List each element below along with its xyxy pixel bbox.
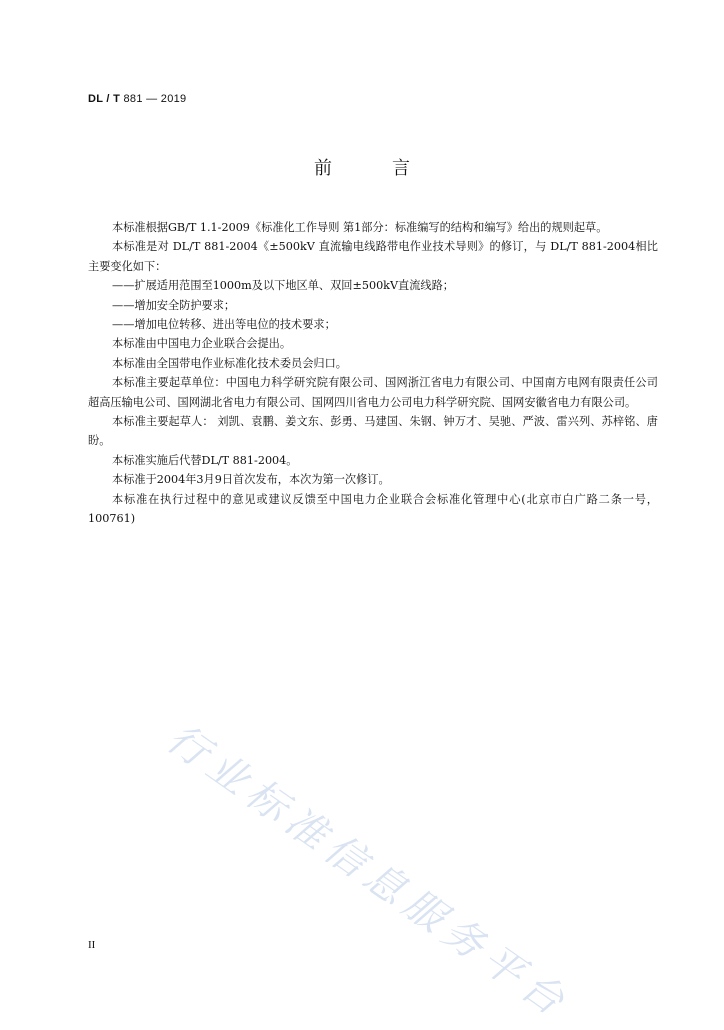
change-item-potential: ——增加电位转移、进出等电位的技术要求； (112, 318, 336, 332)
paragraph-drafting-units: 本标准主要起草单位：中国电力科学研究院有限公司、国网浙江省电力有限公司、中国南方电网有限责任公司超高压输电公司、国网湖北省电力有限公司、国网四川省电力公司电力科学研究院、国网安徽省电力有限公司。 (88, 376, 658, 409)
paragraph-drafters: 本标准主要起草人： 刘凯、袁鹏、姜文东、彭勇、马建国、朱钢、钟万才、吴驰、严波、雷兴列、苏梓铭、唐盼。 (88, 415, 658, 448)
paragraph-centralized-by: 本标准由全国带电作业标准化技术委员会归口。 (112, 356, 347, 370)
paragraph-drafting-rules: 本标准根据GB/T 1.1-2009《标准化工作导则 第1部分：标准编写的结构和编写》给出的规则起草。 (112, 221, 608, 234)
page-title (0, 154, 724, 180)
document-code (88, 93, 186, 105)
document-code-number: 881 — 2019 (120, 93, 187, 105)
paragraph-history: 本标准于2004年3月9日首次发布，本次为第一次修订。 (112, 473, 390, 487)
change-item-scope: ——扩展适用范围至1000m及以下地区单、双回±500kV直流线路； (112, 279, 454, 293)
paragraph-feedback: 本标准在执行过程中的意见或建议反馈至中国电力企业联合会标准化管理中心(北京市白广路二条一号，100761) (88, 492, 658, 526)
paragraph-proposed-by: 本标准由中国电力企业联合会提出。 (112, 337, 292, 351)
page-title-part2: 言 (392, 158, 410, 179)
page-title-part1: 前 (314, 158, 332, 179)
paragraph-revision: 本标准是对 DL/T 881-2004《±500kV 直流输电线路带电作业技术导则》的修订，与 DL/T 881-2004相比主要变化如下： (88, 240, 658, 273)
change-item-safety: ——增加安全防护要求； (112, 298, 236, 312)
document-code-prefix: DL / T (88, 93, 121, 105)
watermark: 行业标准信息服务平台 (158, 715, 579, 1029)
page-number: II (88, 939, 96, 951)
paragraph-replaces: 本标准实施后代替DL/T 881-2004。 (112, 453, 298, 467)
foreword-body (88, 218, 658, 529)
